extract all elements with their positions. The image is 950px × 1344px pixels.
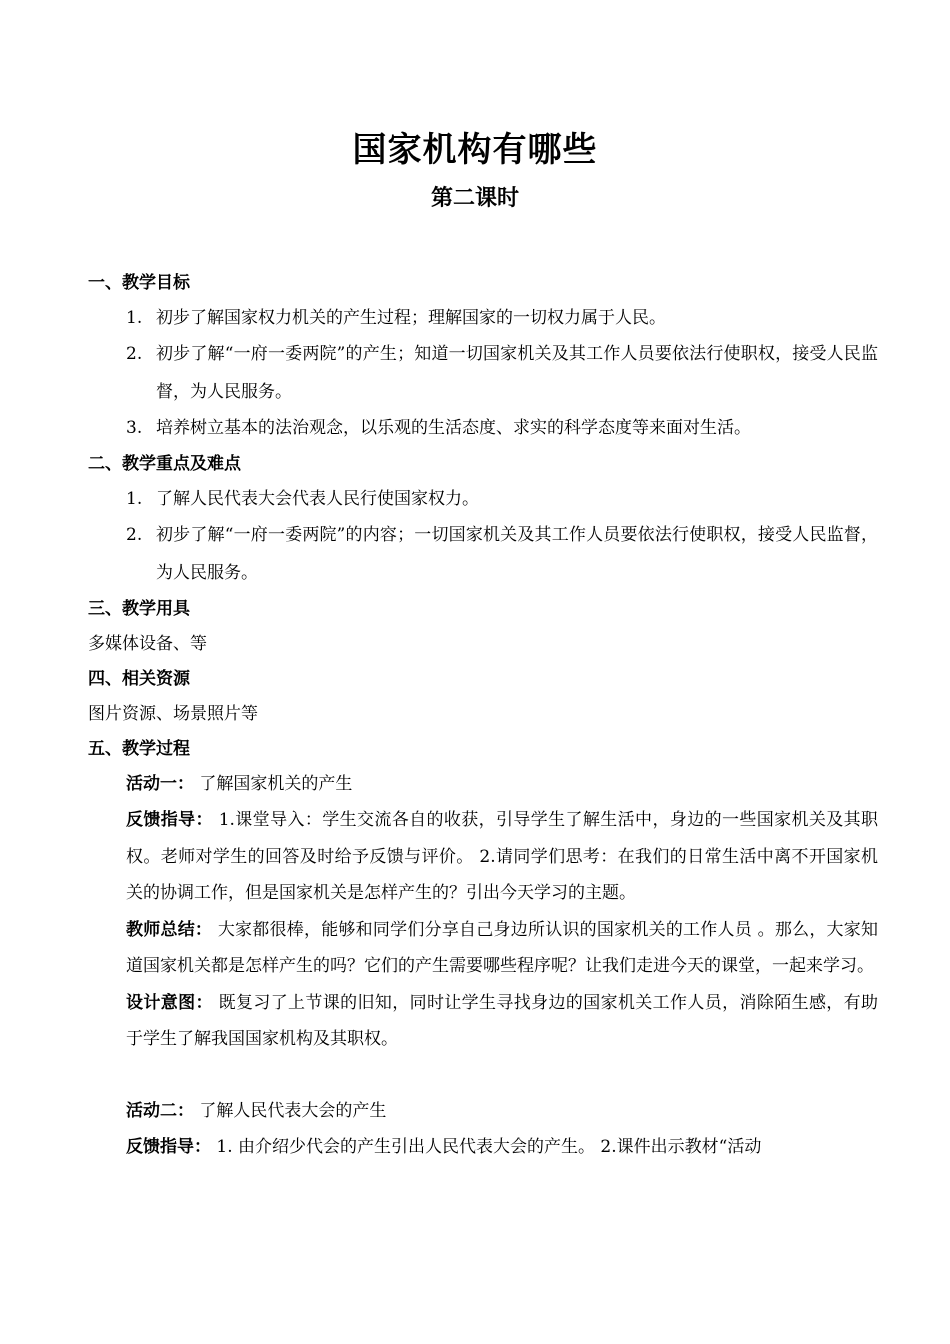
section-heading-resources: 四、相关资源 <box>88 669 190 689</box>
list-text: 了解人民代表大会代表人民行使国家权力。 <box>156 489 479 509</box>
feedback-label: 反馈指导： <box>126 810 213 830</box>
page-title: 国家机构有哪些 <box>352 130 598 170</box>
activity-title: 了解人民代表大会的产生 <box>199 1100 387 1121</box>
activity-title: 了解国家机关的产生 <box>199 774 353 794</box>
list-text: 培养树立基本的法治观念，以乐观的生活态度、求实的科学态度等来面对生活。 <box>156 418 751 438</box>
list-item <box>88 301 878 337</box>
summary-text: 大家都很棒，能够和同学们分享自己身边所认识的国家机关的工作人员 。那么，大家知道国家机关都是怎样产生的吗？它们的产生需要哪些程序呢？让我们走进今天的课堂，一起来学习。 <box>126 919 879 976</box>
design-intent-paragraph <box>88 985 878 1058</box>
list-item <box>88 518 878 592</box>
section-heading-key-points: 二、教学重点及难点 <box>88 454 241 474</box>
list-number: 2. <box>126 525 143 545</box>
feedback-paragraph <box>88 1129 878 1166</box>
list-item <box>88 411 878 447</box>
section-heading-process: 五、教学过程 <box>88 739 190 759</box>
activity-label: 活动一： <box>126 774 194 794</box>
summary-label: 教师总结： <box>126 919 213 940</box>
list-number: 2. <box>126 344 143 364</box>
list-text: 初步了解国家权力机关的产生过程；理解国家的一切权力属于人民。 <box>156 308 666 328</box>
section-heading-objectives: 一、教学目标 <box>88 273 190 293</box>
design-label: 设计意图： <box>126 992 213 1013</box>
feedback-text: 1.课堂导入：学生交流各自的收获，引导学生了解生活中，身边的一些国家机关及其职权。老师对学生的回答及时给予反馈与评价。 2.请同学们思考：在我们的日常生活中离不开国家机关的协调工作，但是国家机关是怎样产生的？引出今天学习的主题。 <box>126 810 879 903</box>
list-text: 初步了解“一府一委两院”的内容；一切国家机关及其工作人员要依法行使职权，接受人民监督，为人民服务。 <box>156 525 878 583</box>
activity-label: 活动二： <box>126 1100 194 1121</box>
activity-one-title <box>88 767 878 802</box>
list-item <box>88 482 878 518</box>
list-text: 初步了解“一府一委两院”的产生；知道一切国家机关及其工作人员要依法行使职权，接受人民监督，为人民服务。 <box>156 344 878 402</box>
list-number: 3. <box>126 418 143 438</box>
teacher-summary-paragraph <box>88 912 878 985</box>
document-body <box>88 266 878 1165</box>
resources-text: 图片资源、场景照片等 <box>88 704 258 724</box>
feedback-text: 1. 由介绍少代会的产生引出人民代表大会的产生。 2.课件出示教材“活动 <box>216 1136 762 1157</box>
section-heading-tools: 三、教学用具 <box>88 599 190 619</box>
tools-text: 多媒体设备、等 <box>88 634 207 654</box>
list-number: 1. <box>126 308 143 328</box>
list-item <box>88 337 878 411</box>
list-number: 1. <box>126 489 143 509</box>
page-subtitle: 第二课时 <box>430 185 519 211</box>
activity-two-title <box>88 1094 878 1129</box>
feedback-label: 反馈指导： <box>126 1136 211 1157</box>
feedback-paragraph <box>88 802 878 912</box>
design-text: 既复习了上节课的旧知，同时让学生寻找身边的国家机关工作人员，消除陌生感，有助于学生了解我国国家机构及其职权。 <box>126 992 879 1049</box>
